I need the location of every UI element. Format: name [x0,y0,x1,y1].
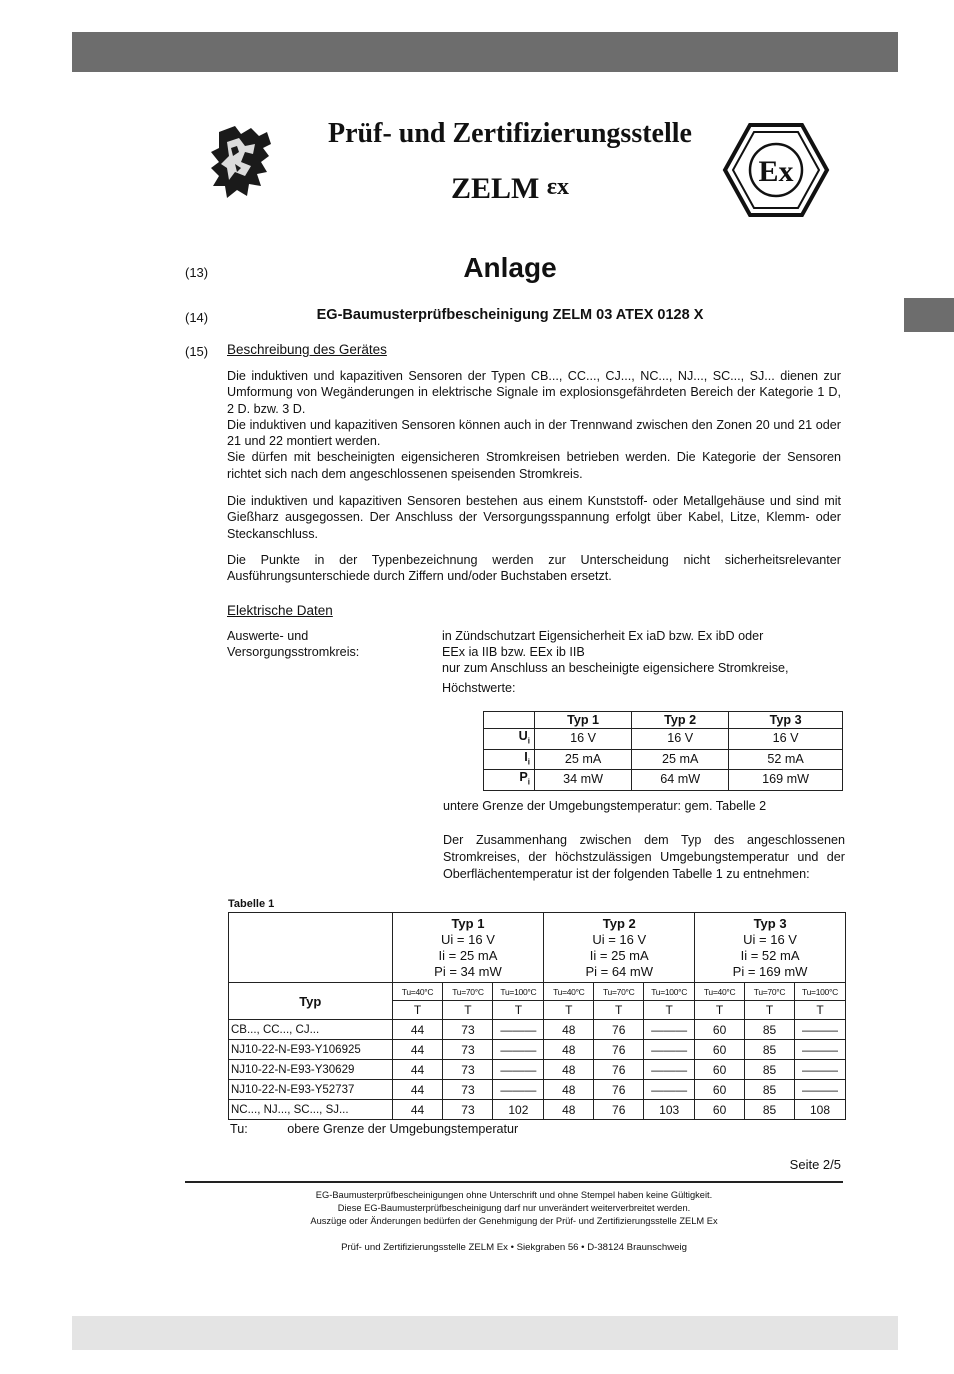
table-cell: 48 [544,1020,594,1040]
group-line: Ui = 16 V [592,931,647,947]
table-cell: ——— [493,1060,544,1080]
group-line: Ui = 16 V [743,931,797,947]
temp-cell: Tu=70°C [594,983,644,1001]
circuit-label [227,628,359,660]
footer-line: EG-Baumusterprüfbescheinigungen ohne Unterschrift und ohne Stempel haben keine Gültigkeit. [315,1190,713,1200]
table-cell: 16 V [729,729,843,750]
electrical-data-heading: Elektrische Daten [227,603,333,618]
table-cell: 16 V [535,729,632,750]
temp-cell: Tu=100°C [644,983,695,1001]
table-cell: 60 [695,1060,745,1080]
relation-paragraph: Der Zusammenhang zwischen dem Typ des angeschlossenen Stromkreises, der höchstzulässigen Umgebungstemperatur und der Oberflächentemperatur ist der folgenden Tabelle 1 zu entnehmen: [443,833,845,881]
table-header-row [229,913,846,983]
desc-paragraph: Die induktiven und kapazitiven Sensoren bestehen aus einem Kunststoff- oder Metallgehäuse und sind mit Gießharz ausgegossen. Der Anschluss der Versorgungsspannung erfolgt über Kabel, Litze, Klemm- oder Steckanschluss. [227,494,841,541]
table-cell: 76 [594,1060,644,1080]
t-cell: T [594,1001,644,1020]
circuit-description [442,628,852,696]
circuit-text-line: in Zündschutzart Eigensicherheit Ex iaD bzw. Ex ibD oder [442,629,764,643]
table-cell: ——— [794,1080,845,1100]
row-type-cell: NJ10-22-N-E93-Y52737 [229,1080,393,1100]
table-header-cell: Typ 3 [729,712,843,729]
table-cell: 44 [392,1040,443,1060]
circuit-text-line: EEx ia IIB bzw. EEx ib IIB [442,645,585,659]
row-label-subscript: i [527,757,530,767]
table-cell: 64 mW [632,770,729,791]
row-label-subscript: i [527,777,530,787]
row-label-symbol: U [518,729,528,743]
section-number-15: (15) [185,344,209,359]
row-type-cell: NC..., NJ..., SC..., SJ... [229,1100,393,1120]
typ-header: Typ [229,983,393,1020]
group-line: Ii = 52 mA [740,947,800,963]
group-line: Pi = 64 mW [585,963,653,979]
footer-legal [185,1189,843,1228]
table-cell: 108 [794,1100,845,1120]
section-number-14: (14) [185,310,209,325]
group-line: Ii = 25 mA [438,947,498,963]
group-name: Typ 1 [451,915,485,931]
table-cell: 103 [644,1100,695,1120]
table-cell: 169 mW [729,770,843,791]
row-label-subscript: i [527,736,530,746]
table-cell: ——— [794,1020,845,1040]
ex-logo-text: Ex [758,155,794,188]
table-row [229,1060,846,1080]
t-cell: T [493,1001,544,1020]
table-cell: 60 [695,1040,745,1060]
temperature-table [228,912,846,1120]
top-header-bar [72,32,898,72]
circuit-label-line: Auswerte- und [227,629,309,643]
table-cell: ——— [794,1060,845,1080]
table-header-row [484,712,843,729]
page-title: Anlage [463,252,557,283]
t-cell: T [443,1001,493,1020]
row-type-cell: NJ10-22-N-E93-Y30629 [229,1060,393,1080]
lion-crest-icon [205,122,285,202]
table-cell: ——— [493,1080,544,1100]
t-cell: T [392,1001,443,1020]
row-label-symbol: P [519,770,528,785]
table-row [229,1100,846,1120]
row-label [484,749,535,770]
temp-cell: Tu=70°C [443,983,493,1001]
table-cell: 73 [443,1100,493,1120]
table-cell: 25 mA [535,749,632,770]
table-cell: 76 [594,1020,644,1040]
t-cell: T [695,1001,745,1020]
typ3-group-header [695,913,846,983]
table-header-cell: Typ 2 [632,712,729,729]
desc-paragraph: Die induktiven und kapazitiven Sensoren können auch in der Trennwand zwischen den Zonen 20 und 21 oder 21 und 22 montiert werden. [227,417,841,449]
table-cell: ——— [794,1040,845,1060]
table-cell: 85 [745,1020,795,1040]
typ2-group-header [544,913,695,983]
table-cell: 44 [392,1100,443,1120]
circuit-text-line: nur zum Anschluss an bescheinigte eigensichere Stromkreise, [442,661,789,675]
table-cell: 85 [745,1060,795,1080]
temp-cell: Tu=40°C [544,983,594,1001]
circuit-label-line: Versorgungsstromkreis: [227,645,360,659]
temp-cell: Tu=100°C [794,983,845,1001]
table-note [230,1121,518,1137]
ex-hexagon-logo-icon [722,122,830,218]
group-line: Pi = 34 mW [434,963,502,979]
empty-header-cell [229,913,393,983]
table-row [484,729,843,750]
table-cell: 60 [695,1020,745,1040]
max-values-table [483,711,843,791]
table-cell: 85 [745,1040,795,1060]
desc-paragraph: Sie dürfen mit bescheinigten eigensicheren Stromkreisen betrieben werden. Die Kategorie der Sensoren richtet sich nach dem angeschlossenen speisenden Stromkreis. [227,450,841,481]
footer-line: Diese EG-Baumusterprüfbescheinigung darf nur unverändert weiterverbreitet werden. [337,1203,691,1213]
table-cell: 73 [443,1040,493,1060]
table-cell: 76 [594,1100,644,1120]
table-row [229,1020,846,1040]
certificate-title: EG-Baumusterprüfbescheinigung ZELM 03 ATEX 0128 X [316,307,704,323]
page-number: Seite 2/5 [789,1157,841,1172]
table-cell: ——— [644,1020,695,1040]
table-cell: 25 mA [632,749,729,770]
row-label [484,729,535,750]
group-line: Pi = 169 mW [732,963,808,979]
table-cell: 73 [443,1020,493,1040]
lower-temperature-note: untere Grenze der Umgebungstemperatur: gem. Tabelle 2 [443,799,767,813]
table-cell: ——— [644,1060,695,1080]
temp-cell: Tu=40°C [392,983,443,1001]
note-key: Tu: [230,1122,248,1136]
table-row [484,770,843,791]
temp-cell: Tu=40°C [695,983,745,1001]
institution-title: Prüf- und Zertifizierungsstelle [328,118,692,149]
table-cell: 76 [594,1080,644,1100]
t-cell: T [644,1001,695,1020]
table-cell: ——— [493,1040,544,1060]
table-cell: 76 [594,1040,644,1060]
ex-mark: εx [546,174,570,200]
table-cell: 44 [392,1080,443,1100]
typ1-group-header [392,913,544,983]
org-name: ZELM [450,172,540,205]
table-cell: ——— [493,1020,544,1040]
group-line: Ui = 16 V [441,931,495,947]
table-cell: ——— [644,1040,695,1060]
table-cell: 48 [544,1040,594,1060]
note-text: obere Grenze der Umgebungstemperatur [287,1122,519,1136]
t-cell: T [794,1001,845,1020]
table-row [484,749,843,770]
table-cell: 60 [695,1100,745,1120]
bottom-footer-bar [72,1316,898,1350]
group-name: Typ 3 [753,915,787,931]
desc-paragraph: Die Punkte in der Typenbezeichnung werden zur Unterscheidung nicht sicherheitsrelevanter Ausführungsunterschiede durch Ziffern und/oder Buchstaben ersetzt. [227,553,841,584]
table-row [229,1080,846,1100]
temp-cell: Tu=70°C [745,983,795,1001]
footer-address: Prüf- und Zertifizierungsstelle ZELM Ex • Siekgraben 56 • D-38124 Braunschweig [341,1242,687,1253]
table-cell: 34 mW [535,770,632,791]
table-cell: 102 [493,1100,544,1120]
t-cell: T [544,1001,594,1020]
group-name: Typ 2 [602,915,636,931]
table-cell: ——— [644,1080,695,1100]
table-cell: 85 [745,1100,795,1120]
section-number-13: (13) [185,265,209,280]
row-type-cell: CB..., CC..., CJ... [229,1020,393,1040]
desc-paragraph: Die induktiven und kapazitiven Sensoren der Typen CB..., CC..., CJ..., NC..., NJ..., SC..., SJ... dienen zur Umformung von Wegänderungen in elektrische Signale im explosionsgefährdeten Bereich der Kategorie 1 D, 2 D. bzw. 3 D. [227,369,841,416]
row-label [484,770,535,791]
group-line: Ii = 25 mA [589,947,649,963]
table-header-cell: Typ 1 [535,712,632,729]
table-cell: 44 [392,1060,443,1080]
table1-caption: Tabelle 1 [228,898,275,910]
table-cell: 48 [544,1060,594,1080]
max-values-label: Höchstwerte: [442,681,516,695]
institution-name [390,172,630,206]
description-block-1 [227,368,841,482]
table-header-cell [484,712,535,729]
table-row [229,1040,846,1060]
footer-line: Auszüge oder Änderungen bedürfen der Genehmigung der Prüf- und Zertifizierungsstelle ZELM Ex [310,1216,718,1226]
table-cell: 60 [695,1080,745,1100]
table-cell: 44 [392,1020,443,1040]
table-cell: 73 [443,1060,493,1080]
temperature-header-row [229,983,846,1001]
footer-divider [185,1181,843,1183]
side-section-tab [904,298,954,332]
t-cell: T [745,1001,795,1020]
description-heading: Beschreibung des Gerätes [227,342,387,357]
row-label-symbol: I [524,749,528,764]
temp-cell: Tu=100°C [493,983,544,1001]
table-cell: 52 mA [729,749,843,770]
row-type-cell: NJ10-22-N-E93-Y106925 [229,1040,393,1060]
table-cell: 85 [745,1080,795,1100]
table-cell: 73 [443,1080,493,1100]
table-cell: 16 V [632,729,729,750]
table-cell: 48 [544,1100,594,1120]
temperature-table-body [229,1020,846,1120]
table-cell: 48 [544,1080,594,1100]
